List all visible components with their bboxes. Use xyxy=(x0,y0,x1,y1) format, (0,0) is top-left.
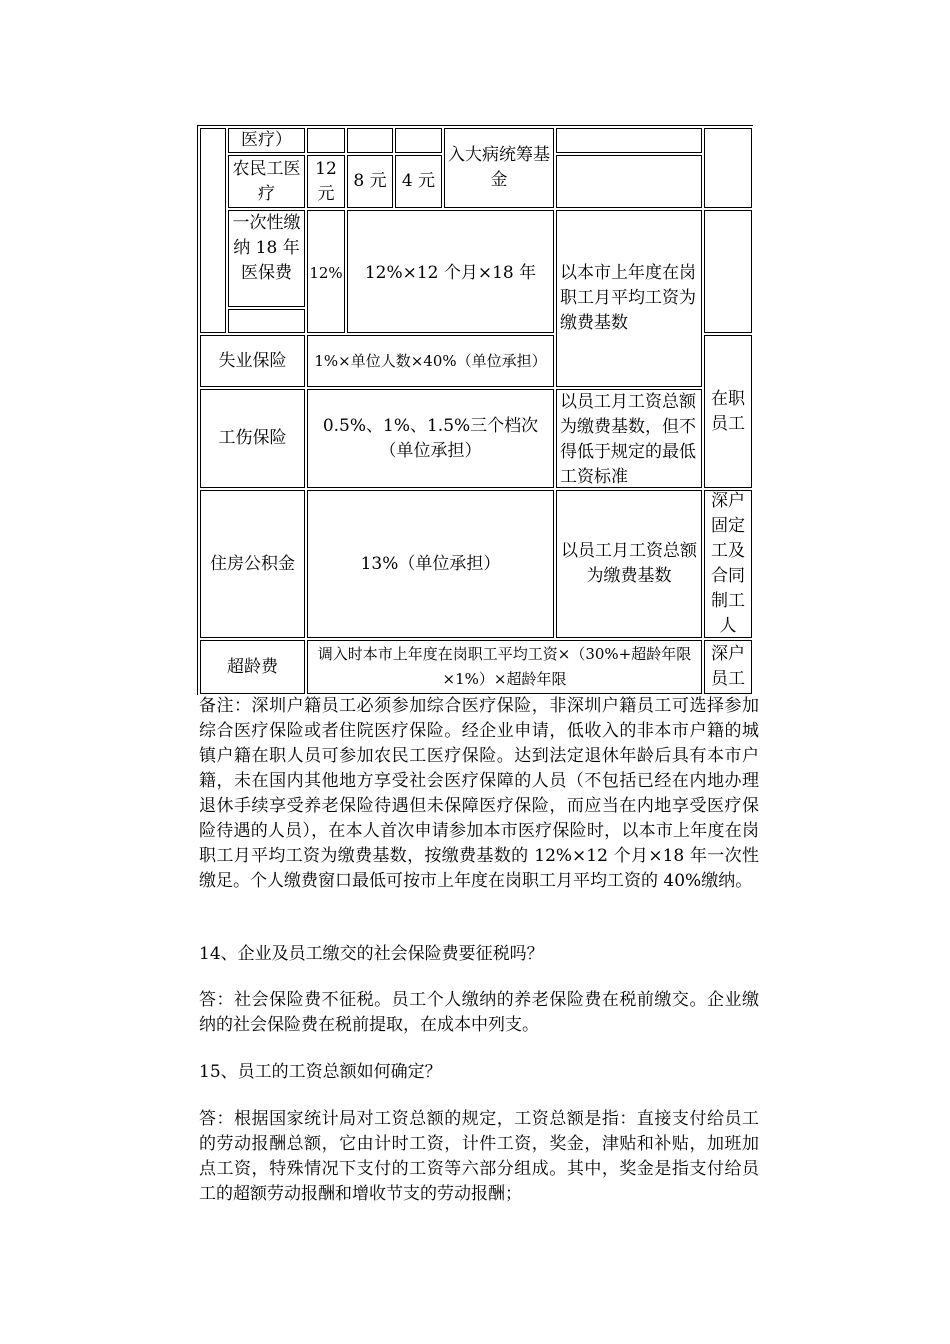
table-cell-empty xyxy=(307,128,345,153)
table-cell-empty xyxy=(395,128,442,153)
insurance-table xyxy=(197,125,753,695)
table-cell-base: 以员工月工资总额为缴费基数，但不得低于规定的最低工资标准 xyxy=(556,389,702,488)
table-cell-label: 工伤保险 xyxy=(200,389,305,488)
table-cell-type: 医疗） xyxy=(228,128,305,153)
table-cell-target: 深户固定工及合同制工人 xyxy=(704,490,752,638)
table-cell-target: 在职员工 xyxy=(704,335,752,488)
table-cell-total-rate: 12元 xyxy=(307,155,345,208)
table-cell-empty xyxy=(556,155,702,208)
table-cell-empty xyxy=(228,309,305,333)
table-cell-category-blank xyxy=(200,128,226,333)
table-cell-empty xyxy=(704,128,752,208)
table-cell-unit-rate: 8 元 xyxy=(347,155,393,208)
table-cell-type: 一次性缴纳 18 年医保费 xyxy=(228,210,305,307)
table-cell-rate: 1%×单位人数×40%（单位承担） xyxy=(307,335,554,387)
table-cell-formula: 12%×12 个月×18 年 xyxy=(347,210,554,333)
table-cell-target: 深户员工 xyxy=(704,640,752,694)
table-cell-label: 住房公积金 xyxy=(200,490,305,638)
question-15: 15、员工的工资总额如何确定？ xyxy=(199,1062,442,1082)
table-cell-rate: 12% xyxy=(307,210,345,333)
table-cell-label: 失业保险 xyxy=(200,335,305,387)
answer-14: 答：社会保险费不征税。员工个人缴纳的养老保险费在税前缴交。企业缴纳的社会保险费在税前提取，在成本中列支。 xyxy=(199,990,759,1035)
question-14: 14、企业及员工缴交的社会保险费要征税吗？ xyxy=(199,944,544,964)
table-footnote: 备注：深圳户籍员工必须参加综合医疗保险，非深圳户籍员工可选择参加综合医疗保险或者住院医疗保险。经企业申请，低收入的非本市户籍的城镇户籍在职人员可参加农民工医疗保险。达到法定退休年龄后具有本市户籍，未在国内其他地方享受社会医疗保障的人员（不包括已经在内地办理退休手续享受养老保险待遇但未保障医疗保险，而应当在内地享受医疗保险待遇的人员），在本人首次申请参加本市医疗保险时，以本市上年度在岗职工月平均工资为缴费基数，按缴费基数的 12%×12 个月×18 年一次性缴足。个人缴费窗口最低可按市上年度在岗职工月平均工资的 40%缴纳。 xyxy=(199,696,759,891)
table-cell-empty xyxy=(347,128,393,153)
table-cell-personal-rate: 4 元 xyxy=(395,155,442,208)
table-cell-rate: 13%（单位承担） xyxy=(307,490,554,638)
table-cell-label: 超龄费 xyxy=(200,640,305,694)
table-cell-empty xyxy=(704,210,752,333)
table-cell-fund-usage: 入大病统筹基金 xyxy=(444,128,554,208)
table-cell-rate: 0.5%、1%、1.5%三个档次（单位承担） xyxy=(307,389,554,488)
table-cell-rate: 调入时本市上年度在岗职工平均工资×（30%+超龄年限×1%）×超龄年限 xyxy=(307,640,702,694)
answer-15: 答：根据国家统计局对工资总额的规定，工资总额是指：直接支付给员工的劳动报酬总额，它由计时工资，计件工资，奖金，津贴和补贴，加班加点工资，特殊情况下支付的工资等六部分组成。其中，奖金是指支付给员工的超额劳动报酬和增收节支的劳动报酬； xyxy=(199,1109,759,1204)
table-cell-base: 以本市上年度在岗职工月平均工资为缴费基数 xyxy=(556,210,702,387)
table-cell-empty xyxy=(556,128,702,153)
table-cell-base: 以员工月工资总额为缴费基数 xyxy=(556,490,702,638)
table-cell-type: 农民工医疗 xyxy=(228,155,305,208)
